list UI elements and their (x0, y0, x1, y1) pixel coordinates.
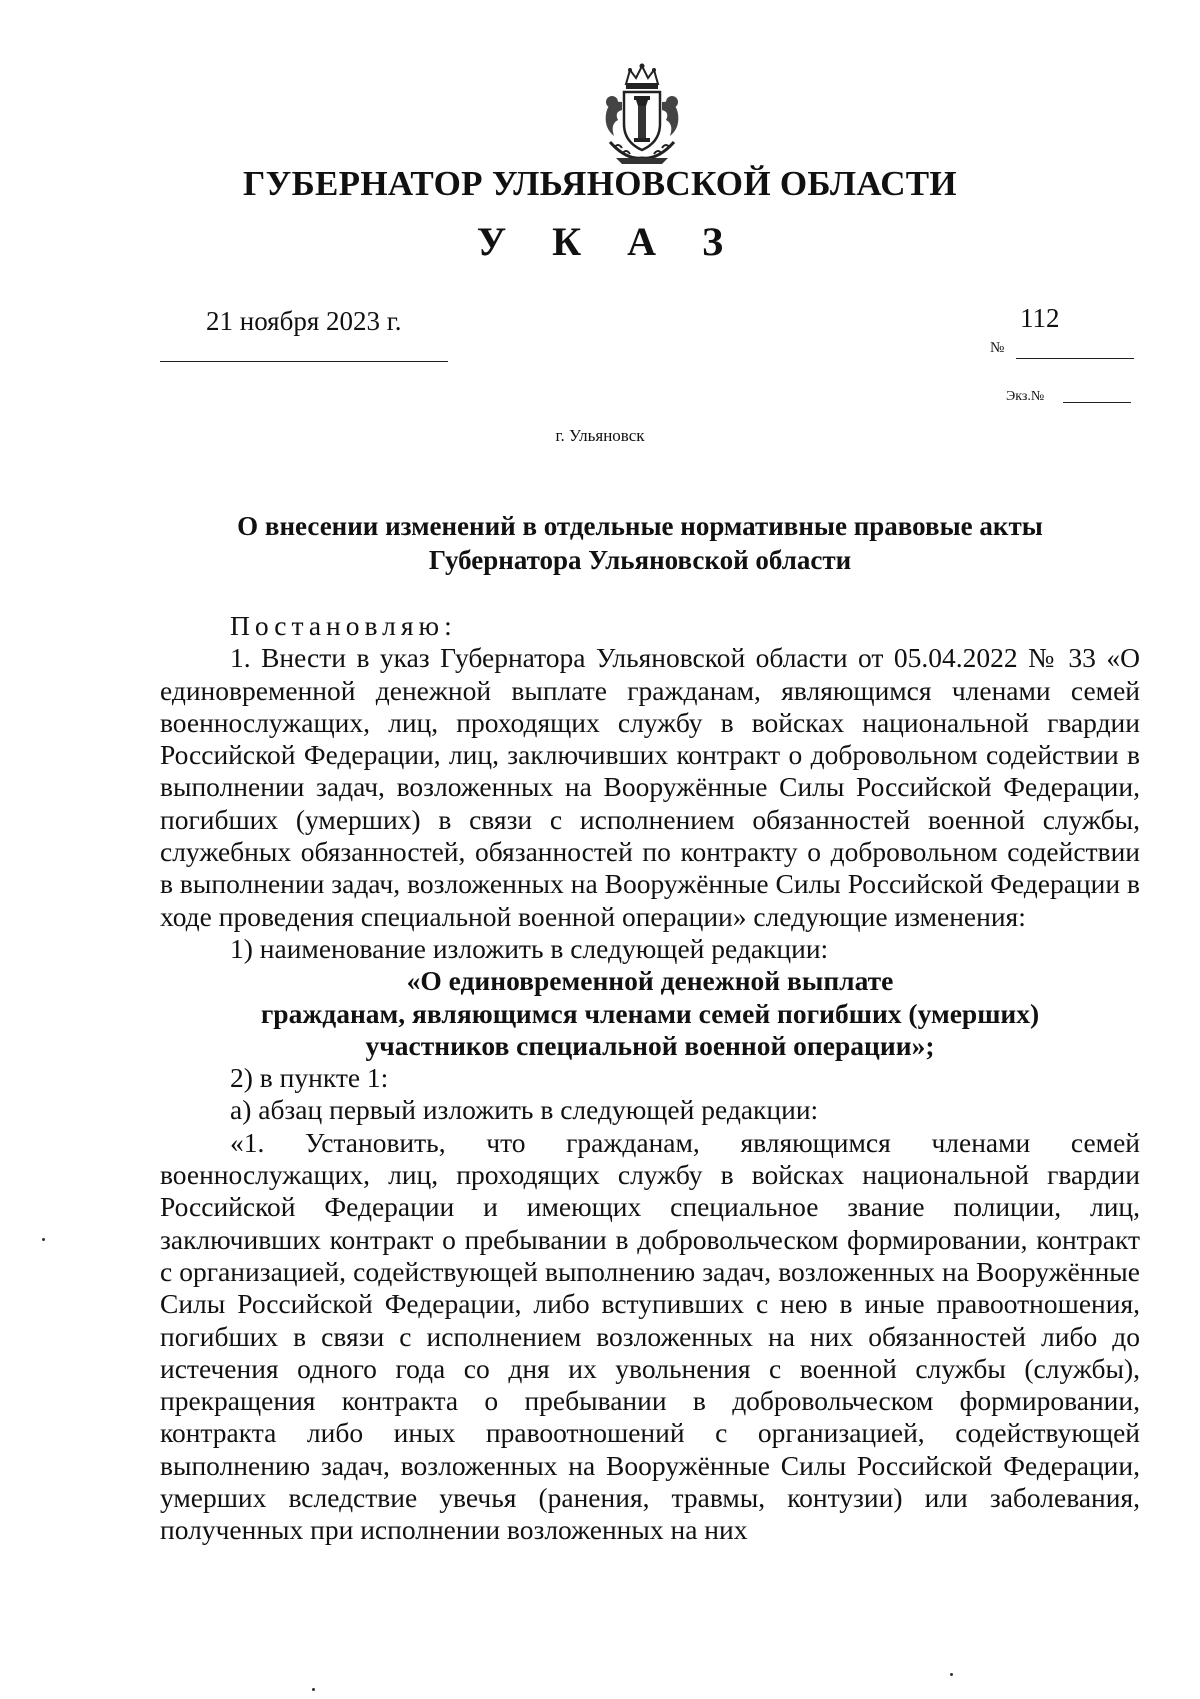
scan-speck (42, 1238, 45, 1241)
quote-line-3: участников специальной военной операции»; (365, 1029, 935, 1061)
paragraph-subitem-1: 1) наименование изложить в следующей редакции: (230, 932, 829, 964)
document-date: 21 ноября 2023 г. (206, 306, 402, 336)
quote-line-2: гражданам, являющимся членами семей погибших (умерших) (260, 997, 1040, 1029)
ulyanovsk-coat-of-arms-icon (596, 62, 688, 166)
document-body (160, 610, 1140, 1547)
issuing-authority: ГУБЕРНАТОР УЛЬЯНОВСКОЙ ОБЛАСТИ (243, 164, 957, 203)
city-of-issue: г. Ульяновск (555, 426, 645, 445)
scan-speck (312, 1688, 315, 1691)
paragraph-item-1: 1. Внести в указ Губернатора Ульяновской области от 05.04.2022 № 33 «О единовременной денежной выплате гражданам, являющимся членами семей военнослужащих, лиц, проходящих службу в войсках национальной гвардии Российской Федерации, лиц, заключивших контракт о добровольном содействии в выполнении задач, возложенных на Вооружённые Силы Российской Федерации, погибших (умерших) в связи с исполнением обязанностей военной службы, служебных обязанностей, обязанностей по контракту о добровольном содействии в выполнении задач, возложенных на Вооружённые Силы Российской Федерации в ходе проведения специальной военной операции» следующие изменения: (160, 642, 1140, 932)
paragraph-subitem-2: 2) в пункте 1: (230, 1062, 389, 1094)
title-line-2: Губернатора Ульяновской области (428, 545, 852, 575)
decree-word: Постановляю: (230, 610, 457, 641)
number-label: № (990, 340, 1005, 356)
date-underline (160, 361, 448, 362)
document-title (160, 509, 1120, 577)
title-line-1: О внесении изменений в отдельные нормативные правовые акты (237, 511, 1043, 541)
quote-line-1: «О единовременной денежной выплате (406, 965, 894, 997)
number-underline (1016, 358, 1134, 359)
new-title-quote (160, 965, 1140, 1062)
scan-speck (950, 1673, 953, 1676)
copy-number-label: Экз.№ (1006, 389, 1045, 404)
copy-number-underline (1063, 402, 1131, 403)
document-number: 112 (1020, 303, 1060, 333)
paragraph-new-text: «1. Установить, что гражданам, являющимся членами семей военнослужащих, лиц, проходящих службу в войсках национальной гвардии Российской Федерации и имеющих специальное звание полиции, лиц, заключивших контракт о пребывании в добровольческом формировании, контракт с организацией, содействующей выполнению задач, возложенных на Вооружённые Силы Российской Федерации, либо вступивших с нею в иные правоотношения, погибших в связи с исполнением возложенных на них обязанностей либо до истечения одного года со дня их увольнения с военной службы (службы), прекращения контракта о пребывании в добровольческом формировании, контракта либо иных правоотношений с организацией, содействующей выполнению задач, возложенных на Вооружённые Силы Российской Федерации, умерших вследствие увечья (ранения, травмы, контузии) или заболевания, полученных при исполнении возложенных на них (160, 1126, 1140, 1546)
document-type: У К А З (476, 219, 742, 264)
paragraph-subitem-a: а) абзац первый изложить в следующей редакции: (230, 1094, 819, 1126)
